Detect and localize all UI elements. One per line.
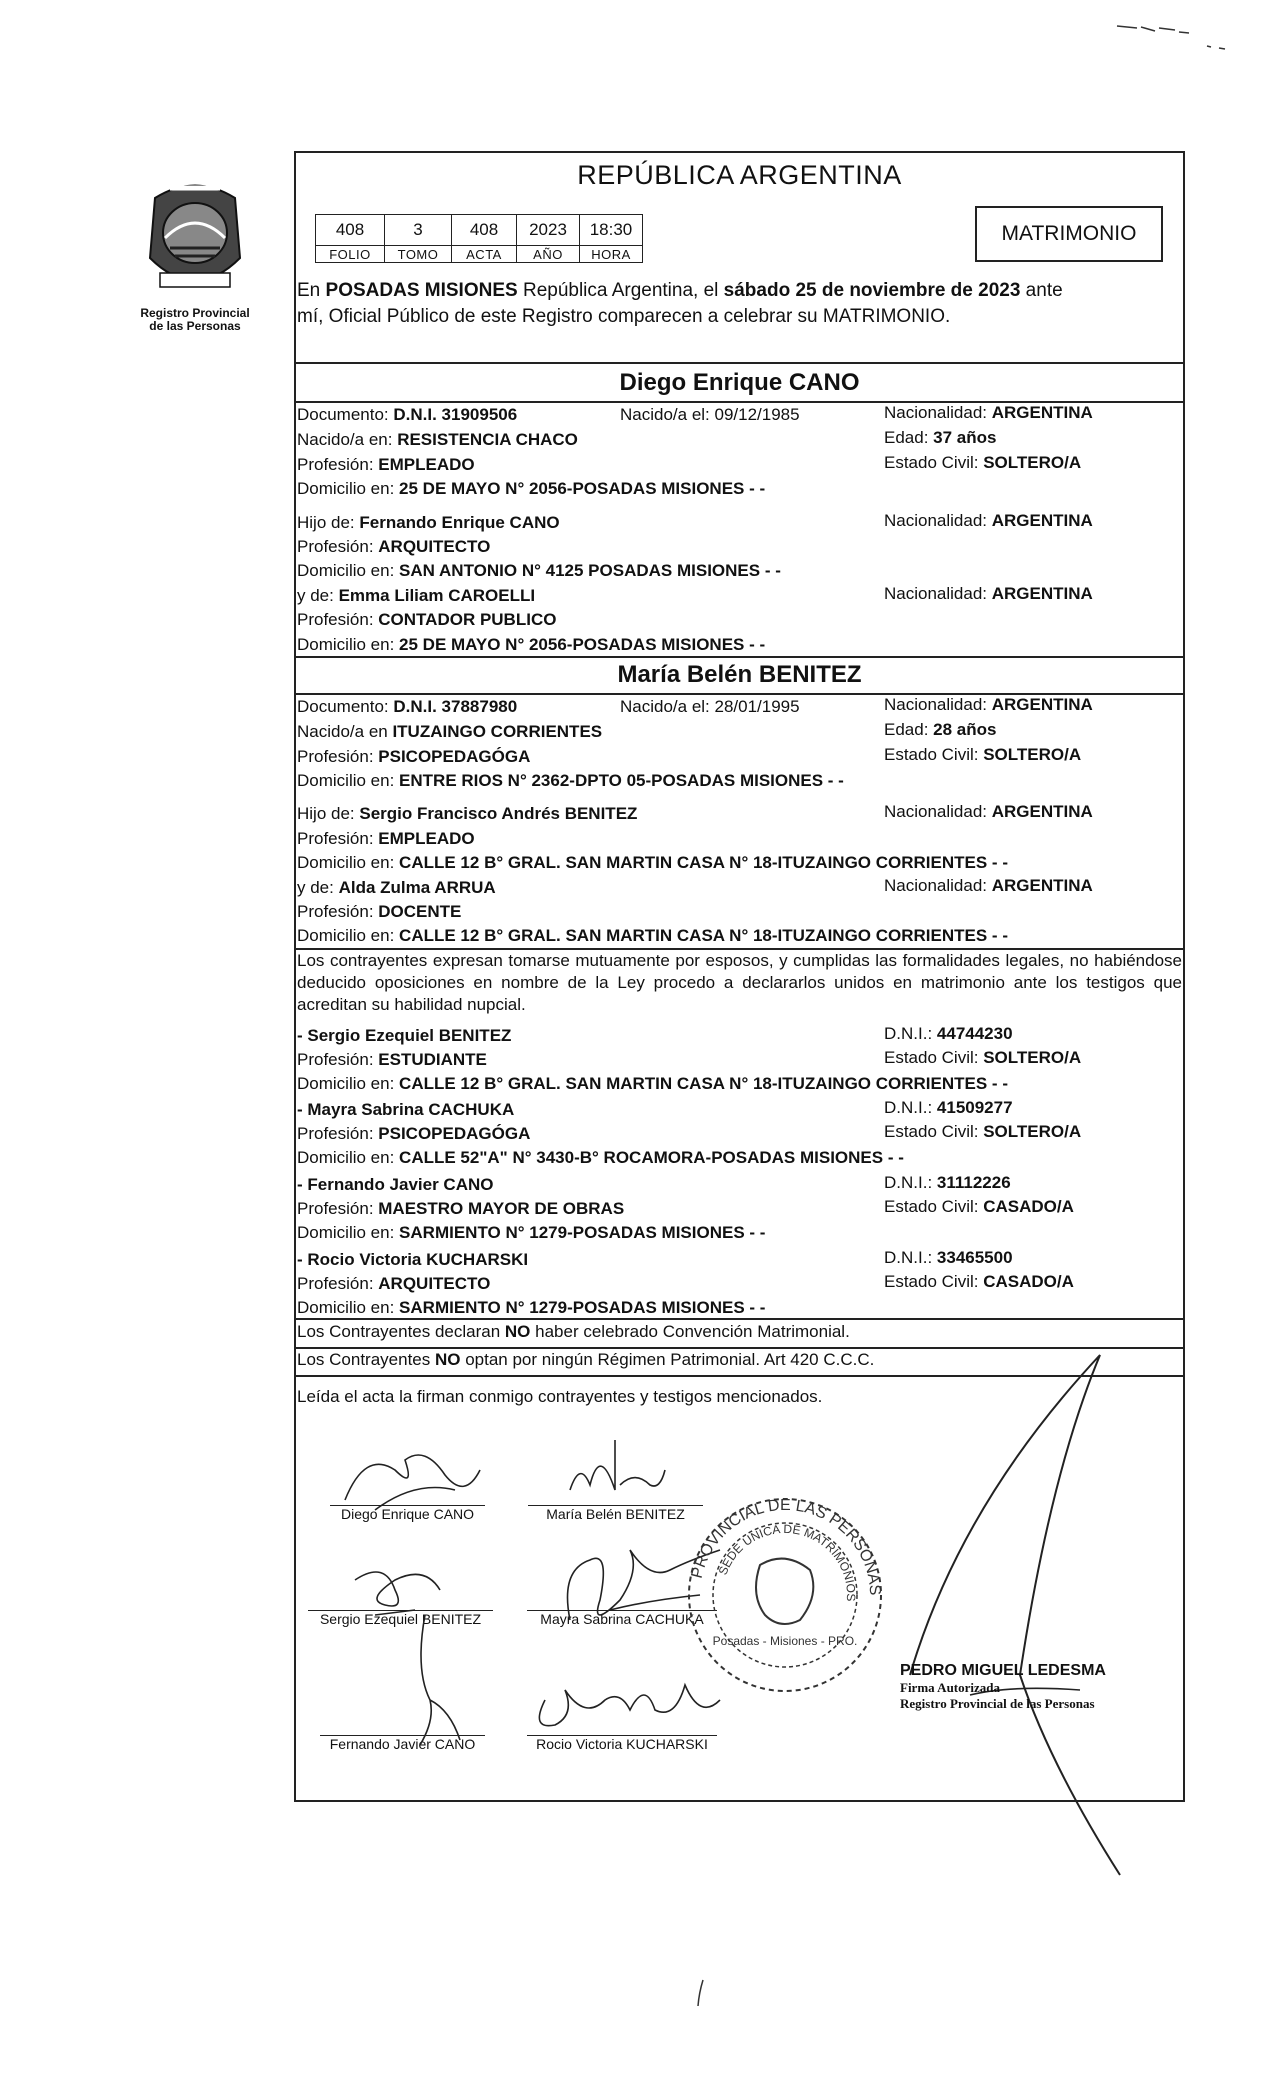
signature-name-4: Mayra Sabrina CACHUKA <box>540 1611 704 1627</box>
spouse2-name: María Belén BENITEZ <box>617 661 862 688</box>
stamp-outer-text: PROVINCIAL DE LAS PERSONAS <box>688 1496 884 1596</box>
tomo-value: 3 <box>385 215 452 246</box>
spouse2-father-profession: Profesión: EMPLEADO <box>297 829 475 848</box>
spouse1-civil-status: Estado Civil: SOLTERO/A <box>884 453 1082 472</box>
anio-value: 2023 <box>517 215 580 246</box>
spouse1-profession: Profesión: EMPLEADO <box>297 455 475 474</box>
witness4-dni: D.N.I.: 33465500 <box>884 1248 1013 1267</box>
witness1-name: - Sergio Ezequiel BENITEZ <box>297 1026 512 1045</box>
spouse2-address: Domicilio en: ENTRE RIOS N° 2362-DPTO 05-POSADAS MISIONES - - <box>297 771 844 790</box>
spouse2-mother-nationality: Nacionalidad: ARGENTINA <box>884 876 1093 895</box>
registry-logo <box>128 178 262 348</box>
stray-mark <box>695 1978 707 2008</box>
witness3-profession: Profesión: MAESTRO MAYOR DE OBRAS <box>297 1199 625 1218</box>
spouse1-birthplace: Nacido/a en: RESISTENCIA CHACO <box>297 430 578 449</box>
registry-table <box>315 214 643 263</box>
spouse2-mother-profession: Profesión: DOCENTE <box>297 902 462 921</box>
spouse2-father-address: Domicilio en: CALLE 12 B° GRAL. SAN MARTIN CASA N° 18-ITUZAINGO CORRIENTES - - <box>297 853 1008 872</box>
handwritten-signature-5 <box>395 1610 475 1750</box>
official-name: PEDRO MIGUEL LEDESMA <box>900 1662 1106 1679</box>
spouse1-father-nationality: Nacionalidad: ARGENTINA <box>884 511 1093 530</box>
stamp-bottom-text: Posadas - Misiones - PRO. <box>712 1634 858 1648</box>
witness2-dni: D.N.I.: 41509277 <box>884 1098 1013 1117</box>
witness1-dni: D.N.I.: 44744230 <box>884 1024 1013 1043</box>
spouse1-age: Edad: 37 años <box>884 428 997 447</box>
spouse2-father-nationality: Nacionalidad: ARGENTINA <box>884 802 1093 821</box>
witness4-name: - Rocio Victoria KUCHARSKI <box>297 1250 529 1269</box>
spouse2-birthdate: Nacido/a el: 28/01/1995 <box>620 697 800 716</box>
witness3-civil-status: Estado Civil: CASADO/A <box>884 1197 1074 1216</box>
witness4-address: Domicilio en: SARMIENTO N° 1279-POSADAS MISIONES - - <box>297 1298 766 1317</box>
witness3-name: - Fernando Javier CANO <box>297 1175 494 1194</box>
closing-statement: Leída el acta la firman conmigo contrayentes y testigos mencionados. <box>297 1387 823 1406</box>
hora-label: HORA <box>580 246 643 263</box>
divider <box>294 362 1185 364</box>
witness3-address: Domicilio en: SARMIENTO N° 1279-POSADAS MISIONES - - <box>297 1223 766 1242</box>
convention-statement: Los Contrayentes declaran NO haber celebrado Convención Matrimonial. <box>297 1322 850 1341</box>
witness3-dni: D.N.I.: 31112226 <box>884 1173 1011 1192</box>
folio-value: 408 <box>316 215 385 246</box>
anio-label: AÑO <box>517 246 580 263</box>
intro-place: POSADAS MISIONES <box>325 280 518 301</box>
spouse1-father-address: Domicilio en: SAN ANTONIO N° 4125 POSADAS MISIONES - - <box>297 561 781 580</box>
scribble-marks <box>1115 18 1255 48</box>
official-role: Firma Autorizada <box>900 1680 1001 1695</box>
spouse1-mother-nationality: Nacionalidad: ARGENTINA <box>884 584 1093 603</box>
witness2-profession: Profesión: PSICOPEDAGÓGA <box>297 1124 531 1143</box>
spouse2-age: Edad: 28 años <box>884 720 997 739</box>
spouse1-document: Documento: D.N.I. 31909506 <box>297 405 518 424</box>
provincial-seal-icon <box>140 178 250 298</box>
spouse1-name: Diego Enrique CANO <box>619 369 860 396</box>
spouse1-father-profession: Profesión: ARQUITECTO <box>297 537 491 556</box>
witness1-profession: Profesión: ESTUDIANTE <box>297 1050 487 1069</box>
stamp-inner-text: SEDE UNICA DE MATRIMONIOS <box>715 1521 859 1602</box>
regime-statement: Los Contrayentes NO optan por ningún Régimen Patrimonial. Art 420 C.C.C. <box>297 1350 875 1369</box>
spouse2-profession: Profesión: PSICOPEDAGÓGA <box>297 747 531 766</box>
handwritten-signature-2 <box>560 1440 670 1510</box>
spouse1-nationality: Nacionalidad: ARGENTINA <box>884 403 1093 422</box>
acta-value: 408 <box>452 215 517 246</box>
logo-caption-line1: Registro Provincial <box>140 306 250 320</box>
document-type-box: MATRIMONIO <box>975 206 1163 262</box>
signature-name-5: Fernando Javier CANO <box>329 1736 476 1752</box>
spouse2-document: Documento: D.N.I. 37887980 <box>297 697 518 716</box>
spouse1-mother-profession: Profesión: CONTADOR PUBLICO <box>297 610 557 629</box>
official-stamp <box>685 1495 885 1695</box>
witness1-civil-status: Estado Civil: SOLTERO/A <box>884 1048 1082 1067</box>
witness4-profession: Profesión: ARQUITECTO <box>297 1274 491 1293</box>
acta-label: ACTA <box>452 246 517 263</box>
hora-value: 18:30 <box>580 215 643 246</box>
spouse2-mother: y de: Alda Zulma ARRUA <box>297 878 496 897</box>
witness2-address: Domicilio en: CALLE 52"A" N° 3430-B° ROCAMORA-POSADAS MISIONES - - <box>297 1148 904 1167</box>
svg-text:SEDE UNICA DE MATRIMONIOS <box>716 1522 858 1602</box>
folio-label: FOLIO <box>316 246 385 263</box>
witness1-address: Domicilio en: CALLE 12 B° GRAL. SAN MARTIN CASA N° 18-ITUZAINGO CORRIENTES - - <box>297 1074 1008 1093</box>
witness4-civil-status: Estado Civil: CASADO/A <box>884 1272 1074 1291</box>
official-block <box>900 1662 1106 1712</box>
spouse1-father: Hijo de: Fernando Enrique CANO <box>297 513 560 532</box>
spouse1-mother: y de: Emma Liliam CAROELLI <box>297 586 536 605</box>
official-org: Registro Provincial de las Personas <box>900 1696 1095 1711</box>
handwritten-signature-1 <box>335 1440 485 1520</box>
intro-line2: mí, Oficial Público de este Registro comparecen a celebrar su MATRIMONIO. <box>297 306 951 327</box>
witness2-civil-status: Estado Civil: SOLTERO/A <box>884 1122 1082 1141</box>
declaration-paragraph: Los contrayentes expresan tomarse mutuamente por esposos, y cumplidas las formalidades legales, no habiéndose deducido oposiciones en nombre de la Ley procedo a declararlos unidos en matrimonio ante los testigos que acreditan su habilidad nupcial. <box>297 951 1182 1014</box>
intro-date: sábado 25 de noviembre de 2023 <box>723 280 1021 301</box>
spouse1-birthdate: Nacido/a el: 09/12/1985 <box>620 405 800 424</box>
witness2-name: - Mayra Sabrina CACHUKA <box>297 1100 515 1119</box>
divider <box>294 656 1185 658</box>
page-title: REPÚBLICA ARGENTINA <box>577 160 902 190</box>
signature-name-3: Sergio Ezequiel BENITEZ <box>319 1611 482 1627</box>
signature-name-6: Rocio Victoria KUCHARSKI <box>536 1736 708 1752</box>
spouse1-address: Domicilio en: 25 DE MAYO N° 2056-POSADAS MISIONES - - <box>297 479 766 498</box>
official-signature <box>900 1345 1140 1885</box>
spouse2-birthplace: Nacido/a en ITUZAINGO CORRIENTES <box>297 722 603 741</box>
spouse2-nationality: Nacionalidad: ARGENTINA <box>884 695 1093 714</box>
divider <box>294 1318 1185 1320</box>
intro-paragraph: En POSADAS MISIONES República Argentina, el sábado 25 de noviembre de 2023 ante mí, Oficial Público de este Registro comparecen a celebrar su MATRIMONIO. <box>297 278 1182 330</box>
spouse1-mother-address: Domicilio en: 25 DE MAYO N° 2056-POSADAS MISIONES - - <box>297 635 766 654</box>
spouse2-father: Hijo de: Sergio Francisco Andrés BENITEZ <box>297 804 638 823</box>
spouse2-mother-address: Domicilio en: CALLE 12 B° GRAL. SAN MARTIN CASA N° 18-ITUZAINGO CORRIENTES - - <box>297 926 1008 945</box>
tomo-label: TOMO <box>385 246 452 263</box>
signature-name-2: María Belén BENITEZ <box>546 1506 685 1522</box>
spouse2-civil-status: Estado Civil: SOLTERO/A <box>884 745 1082 764</box>
signature-name-1: Diego Enrique CANO <box>340 1506 475 1522</box>
logo-caption-line2: de las Personas <box>149 319 241 333</box>
